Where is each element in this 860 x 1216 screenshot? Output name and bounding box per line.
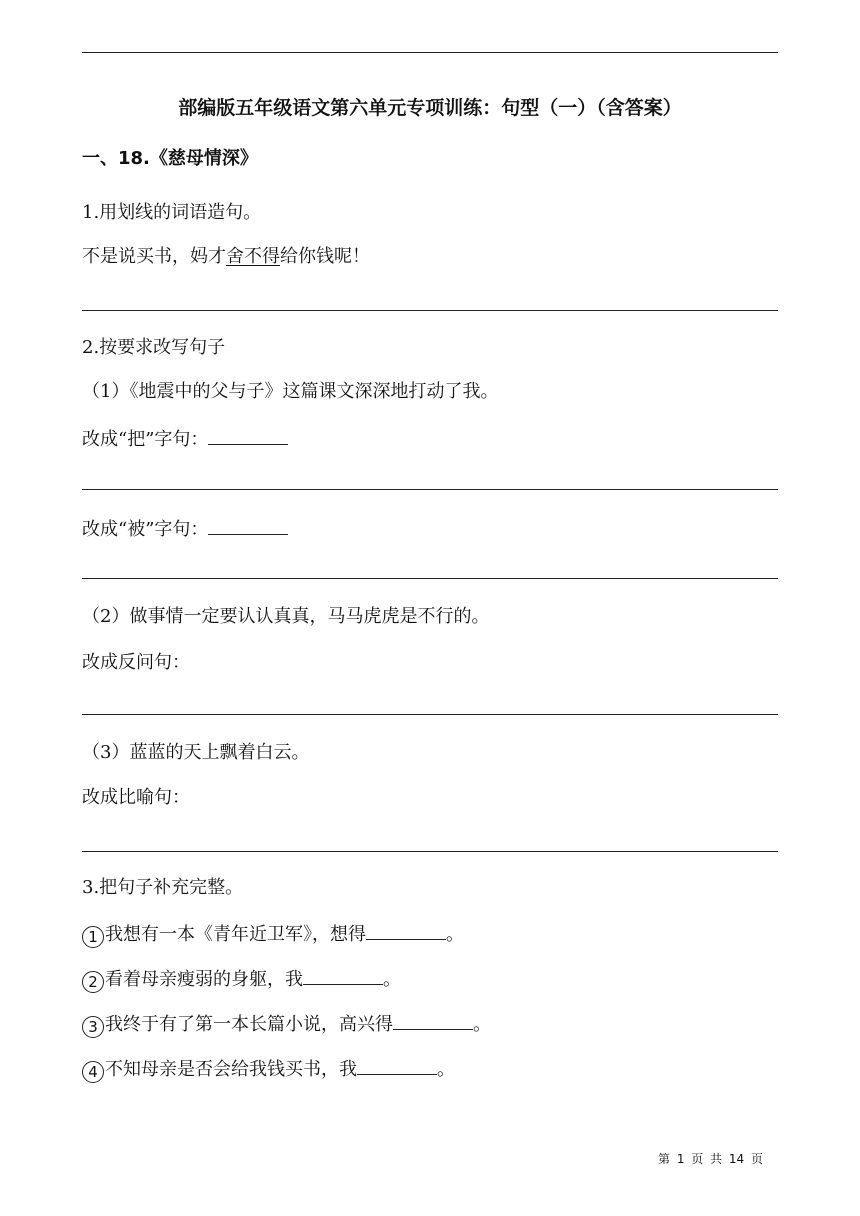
question-2-task-ba bbox=[82, 426, 288, 452]
item-punct: 。 bbox=[437, 1059, 455, 1080]
task-label: 改成“把”字句： bbox=[82, 429, 209, 450]
question-1-prompt: 1.用划线的词语造句。 bbox=[82, 202, 262, 223]
answer-line[interactable] bbox=[82, 578, 778, 579]
question-3-prompt: 3.把句子补充完整。 bbox=[82, 877, 244, 898]
question-2-sentence-3: （3）蓝蓝的天上飘着白云。 bbox=[82, 742, 310, 763]
item-punct: 。 bbox=[473, 1014, 491, 1035]
item-text: 看着母亲瘦弱的身躯，我 bbox=[105, 969, 303, 990]
fill-blank[interactable] bbox=[393, 1011, 473, 1030]
section-heading: 一、18.《慈母情深》 bbox=[82, 148, 258, 169]
answer-line[interactable] bbox=[82, 310, 778, 311]
item-number-circle: 4 bbox=[82, 1061, 104, 1083]
question-2-sentence-2: （2）做事情一定要认认真真，马马虎虎是不行的。 bbox=[82, 606, 490, 627]
question-2-task-rhetorical: 改成反问句： bbox=[82, 652, 190, 673]
fill-blank[interactable] bbox=[366, 921, 446, 940]
question-1-sentence bbox=[82, 245, 370, 269]
page-footer: 第 1 页 共 14 页 bbox=[658, 1152, 763, 1166]
underlined-word: 舍不得 bbox=[226, 246, 280, 267]
list-item bbox=[82, 1011, 491, 1038]
answer-line[interactable] bbox=[82, 489, 778, 490]
document-title: 部编版五年级语文第六单元专项训练：句型（一）（含答案） bbox=[178, 97, 682, 119]
task-label: 改成“被”字句： bbox=[82, 519, 209, 540]
question-2-prompt: 2.按要求改写句子 bbox=[82, 337, 226, 358]
item-number-circle: 2 bbox=[82, 971, 104, 993]
item-text: 我终于有了第一本长篇小说，高兴得 bbox=[105, 1014, 393, 1035]
fill-blank[interactable] bbox=[303, 966, 383, 985]
header-rule bbox=[82, 52, 778, 53]
list-item bbox=[82, 966, 401, 993]
fill-blank[interactable] bbox=[357, 1056, 437, 1075]
fill-blank[interactable] bbox=[208, 426, 288, 445]
item-number-circle: 1 bbox=[82, 926, 104, 948]
item-number-circle: 3 bbox=[82, 1016, 104, 1038]
list-item bbox=[82, 1056, 455, 1083]
item-text: 我想有一本《青年近卫军》，想得 bbox=[105, 924, 366, 945]
answer-line[interactable] bbox=[82, 851, 778, 852]
question-2-task-metaphor: 改成比喻句： bbox=[82, 787, 190, 808]
list-item bbox=[82, 921, 464, 948]
sentence-text: 给你钱呢！ bbox=[280, 246, 370, 267]
fill-blank[interactable] bbox=[208, 516, 288, 535]
answer-line[interactable] bbox=[82, 714, 778, 715]
item-punct: 。 bbox=[383, 969, 401, 990]
question-2-task-bei bbox=[82, 516, 288, 542]
sentence-text: 不是说买书，妈才 bbox=[82, 246, 226, 267]
question-2-sentence-1: （1）《地震中的父与子》这篇课文深深地打动了我。 bbox=[82, 381, 499, 402]
item-punct: 。 bbox=[446, 924, 464, 945]
item-text: 不知母亲是否会给我钱买书，我 bbox=[105, 1059, 357, 1080]
